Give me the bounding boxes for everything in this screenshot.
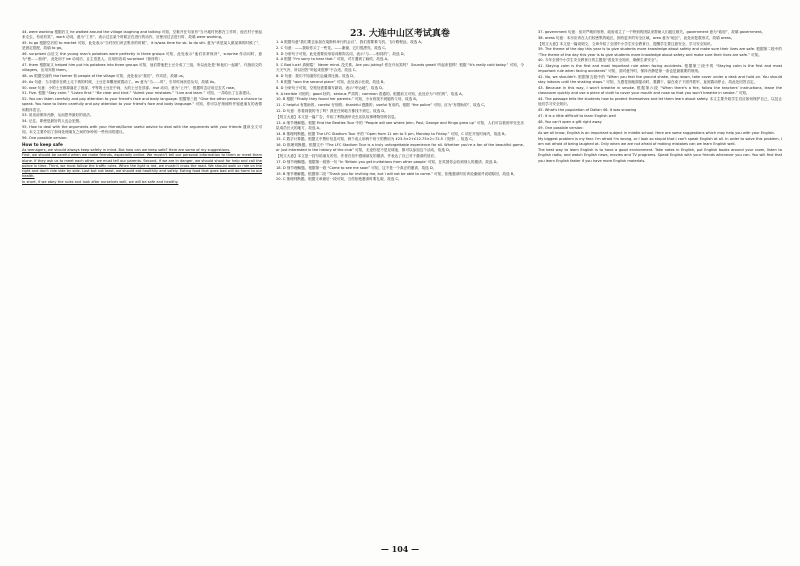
answer-paragraph: 10. B 根据 “Finally they found her parents.” 可知，小女孩找不到她的父母，故选 B。 — [276, 97, 420, 102]
answer-paragraph: 54. 记住，即使是最好的人也会犯错。 — [22, 119, 83, 124]
answer-paragraph: 50. rose 句意：小的土豆都掉落在了底部，中等的土豆在中间，大的土豆在顶部。rise 动词，意为“上升”，根据时态应用过去式 rose。 — [22, 85, 238, 90]
middle-column — [276, 40, 524, 550]
essay-title: How to keep safe — [22, 141, 63, 147]
answer-paragraph: 49. One possible version: — [538, 125, 584, 130]
answer-paragraph: 42. No, we shouldn't. 根据第五段中的 “When you feel the ground shake, drop down, take cover under a desk and hold on. You should stay indoors until the shaking stops.” 可知，当感觉到地面摇动时，要蹲下，躲在桌子下面并抓牢，直到震动停止，故此处回答否定。 — [538, 75, 782, 85]
answer-paragraph: 49. As 句意：当丰德市在路上走下坡的时候，土豆在草棚里被震动了。as 意为“当……时”，引导时间状语从句，故填 As。 — [22, 79, 218, 84]
answer-paragraph: 5. C Bad luck! 真倒霉！ Never mind. 没关系。Are you joking? 你在开玩笑吗？ Sounds great! 听起来很棒！根据 “It's really cold today.” 可知，今天天气冷，所以回答“听起来很棒”不合适，故选 C。 — [276, 63, 524, 73]
answer-paragraph: 19. B 细节理解题。根据第二段 “Thank you for inviting me, but I will not be able to come.” 可知，拒绝邀请时应该说谢谢并说明原因，故选 B。 — [276, 171, 517, 176]
answer-paragraph: 6. D 句意：我们不知道你们会赢得比赛。故选 D。 — [276, 74, 357, 79]
answer-paragraph: 12. D 句意：你看到我的书了吗？我在任何地方都找不到它。故选 D。 — [276, 108, 388, 113]
answer-paragraph: My biggest problem is my fear. I'm afraid I'm wrong, or I look so stupid that I can't speak English at all. In order to solve this problem, I am not afraid of being laughed at. Only when we are not afraid of making mistakes can we learn English well. — [538, 137, 782, 147]
answer-paragraph: 【短文大意】本文是一封写给朋友的信，作者在信中感谢朋友的邀请，并表达了自己对于邀请的回应。 — [276, 154, 438, 159]
answer-paragraph: 11. C helpful 有帮助的；careful 仔细的；thankful 感激的；useful 有用的。根据 “the police” 可知，应为“有帮助的”，故选 C。 — [276, 103, 488, 108]
answer-paragraph: 52. You can listen carefully and pay attention to your friend's face and body language. 根据第三段 “Give the other person a chance to speak. You have to listen carefully and pay attention to your friend's face and body language.” 可知，你可以仔细倾听并留意朋友的表情和肢体语言。 — [22, 97, 262, 112]
answer-paragraph: 17. D 细节理解题。根据第一段第一句 “In 'Britain you get invitations from other people' 可知，在英国你会收到别人的邀请，故选 D。 — [276, 159, 500, 164]
answer-paragraph: 37. government 句意：但对严峻的形势，政府成立了一个特别的团队来帮助人们渡过难关。government 意为“政府”，故填 government。 — [538, 30, 766, 34]
answer-paragraph: 【短文大意】本文是一篇广告，介绍了利物浦甲壳虫乐队故事博物馆的信息。 — [276, 114, 399, 119]
answer-paragraph: 48. You can't open a gift right away — [538, 119, 602, 124]
answer-paragraph: 45. to go 根据空后的 to market 可知，此处表示“当村民们该去集市的时候”，it is/was time for sb. to do sth. 意为“该是某人做某事的时候了”，是固定搭配，故填 to go。 — [22, 41, 262, 51]
answer-paragraph: 51. Five. 根据 “Stay calm.” “Listen first.” “Be clear and kind.” “Admit your mistakes.” “Live and learn.” 可知，一共给出了五条建议。 — [22, 91, 254, 96]
answer-paragraph: 2. C 句意：——我给你买了一些花。——谢谢，它们很漂亮。故选 C。 — [276, 45, 389, 50]
answer-paragraph: 38. areas 句意：本市应该在人们较密集的地区，拥有更多的安全区域。area 意为“地区”，此处用复数形式，故填 areas。 — [538, 35, 735, 40]
answer-paragraph: 4. A 根据 “I'm sorry to hear that.” 可知，对方遇到了麻烦，故选 A。 — [276, 57, 391, 62]
essay-body — [22, 148, 262, 186]
answer-paragraph: 44. were working 根据后文 he walked around the village laughing and talking 可知，空难开在句室有“当兴地村民都在工作时，他在村子里起来走去，有说有笑”，work 动词，意为“工作”，表示过去某个时候正在进行的动作，应使用过去进行时，故填 were working。 — [22, 30, 262, 40]
answer-paragraph: 9. A terrible 可怕的；good 好的；serious 严肃的；common 普通的。根据前文可知，此处应为“可怕的”，故选 A。 — [276, 91, 466, 96]
answer-paragraph: 56. One possible version: — [22, 135, 68, 140]
answer-paragraph: 20. C 推理判断题。根据文章最后一段可知，当你拒绝邀请时要礼貌，故选 C。 — [276, 177, 402, 182]
answer-paragraph: The best way to learn English is to have a good environment. Take notes in English, put English books around your room, listen to English radio, and watch English news, movies and TV programs. Speak English with your friends whenever you can. You will find that you learn English faster if you have more English materials. — [538, 148, 782, 163]
right-column — [538, 30, 782, 540]
answer-paragraph: 43. Because in this way, I won't breathe in smoke. 根据第六段 “When there's a fire, follow the teachers' instructions, leave the classroom quickly and use a piece of cloth to cover your mouth and nose so that you won't breathe in smoke.” 可知。 — [538, 86, 782, 96]
answer-paragraph: 46. surprised 由后文 the young man's potatoes were perfectly in three groups 可知，此处表示“他们非常惊讶”，surprise 作动词时，意为“使……惊讶”，此处用于 be 动词后，且主语是人，应用形容词 surprised（惊讶的）。 — [22, 52, 262, 62]
answer-paragraph: 16. D 推理判断题。根据文中 “The LFC Stadium Tour is a truly unforgettable experience for all. Whether you're a fan of the beautiful game, or just interested in the history of the club” 可知，无论你是不是足球迷，都可以参加这个活动，故选 D。 — [276, 143, 524, 153]
answer-paragraph: 40. 今年全国中小学生安全教育日的主题是“普及安全知识，确保生命安全”。 — [538, 58, 660, 63]
answer-paragraph: 47. It is a little difficult to learn English well — [538, 113, 616, 118]
answer-paragraph: 47. them 根据前文 helped him put his potatoes into three groups 可知，他们帮他把土豆分成了三组，所以此处是“和他们一起做”，代指前文的 villagers，应用宾格 them。 — [22, 63, 262, 73]
answer-paragraph: First, we should be careful when we make friends, especially online. We mustn't tell our personal information to them or meet them alone. If they ask us to meet each other, we must tell our parents. Second, if we are in danger, we should shout for help and call the police in time. Third, we must follow the traffic rules. When the light is red, we mustn't cross the road. We should walk or ride on the right and don't ride side by side. Last but not least, we should eat healthily and safely. Eating food that goes bad will do harm to our health. — [22, 153, 262, 179]
answer-paragraph: In short, if we obey the rules and look after ourselves well, we will be safe and healthy. — [22, 179, 179, 184]
page-number: — 104 — — [380, 544, 420, 554]
left-answers — [22, 30, 262, 141]
answer-paragraph: 1. A 根据句意“我们要去参加在莫斯科举行的会议”，我们需要乘飞机，飞行路程远，故选 A。 — [276, 40, 425, 44]
answer-paragraph: 3. D 分析句子可知，此处需要用形容词修饰名词，表示“与……相同的”，故选 D。 — [276, 51, 408, 56]
left-column — [22, 30, 262, 540]
page-title: 23. 大连中山区考试真卷 — [350, 29, 450, 39]
answer-paragraph: As we all know, English is an important subject in middle school. Here are some suggestions which may help you with your English. — [538, 131, 775, 136]
answer-paragraph: 【短文大意】本文是一篇说明文，文章介绍了全国中小学生安全教育日，提醒学生要注意安全，学习安全知识。 — [538, 41, 715, 46]
answer-paragraph: 18. D 细节理解题。根据第一段 “Come to see me soon” 可知，这不是一个真正的邀请，故选 D。 — [276, 165, 437, 170]
answer-paragraph: 13. A 细节理解题。根据 Find the Beatles Tour 中的 “People will see where John, Paul, George and Ringo grew up” 可知，人们可以看到甲壳虫乐队成员长大的地方，故选 A。 — [276, 120, 524, 130]
answer-paragraph: 53. 说话前保持冷静，从而思考最好的说法。 — [22, 113, 94, 118]
answer-paragraph: 41. Staying calm is the first and most important rule when facing accidents. 根据第三段中的 “Staying calm is the first and most important rule when facing accidents” 可知，面对意外时，保持冷静是第一条也是最重要的规则。 — [538, 64, 782, 74]
answer-paragraph: 14. B 推理判断题。根据 The LFC Stadium Tour 中的 “Open from 11 am to 5 pm, Monday to Friday.” 可知，C 项在开放时间内，故选 B。 — [276, 131, 509, 136]
answer-paragraph: 48. us 根据空前的 the farmer 和 people of the village 可知，此处表示“我们”，作宾语，故填 us。 — [22, 74, 187, 78]
answer-paragraph: 55. How to deal with the arguments with your friends/Some useful advice to deal with the arguments with your friends 通读全文可知，本文主要介绍了如何处理朋友之间的争吵的一些有用的建议。 — [22, 124, 262, 135]
answer-paragraph: 39. The theme of the day this year is to give students more knowledge about safety and make sure their lives are safe. 根据第二段中的 “The theme of the day this year is to give students more knowledge about safety and make sure their lives are safe.” 可知。 — [538, 47, 782, 57]
answer-paragraph: 15. C 数字计算题。根据文中票价信息可知，两个成人和两个孩子的费用为 £23.5×2+£12.75×2=72.5（英镑），故选 C。 — [276, 137, 476, 142]
answer-paragraph: 44. The passage tells the students how to protect themselves and let them learn about safety. 本文主要介绍学生们应如何保护自己，以及让他们学习安全知识。 — [538, 97, 782, 107]
answer-paragraph: As teenagers, we should always keep safety in mind. But how can we keep safe? Here are some of my suggestions. — [22, 147, 231, 152]
answer-paragraph: 8. D 分析句子可知，空格处需要填写副词，表示“幸运地”，故选 D。 — [276, 85, 386, 90]
answer-paragraph: 7. B 根据 “won the second place” 可知，此处表示比较，故选 B。 — [276, 79, 387, 84]
answer-paragraph: 45. What's the population of Dalian 46. It was snowing — [538, 108, 637, 113]
